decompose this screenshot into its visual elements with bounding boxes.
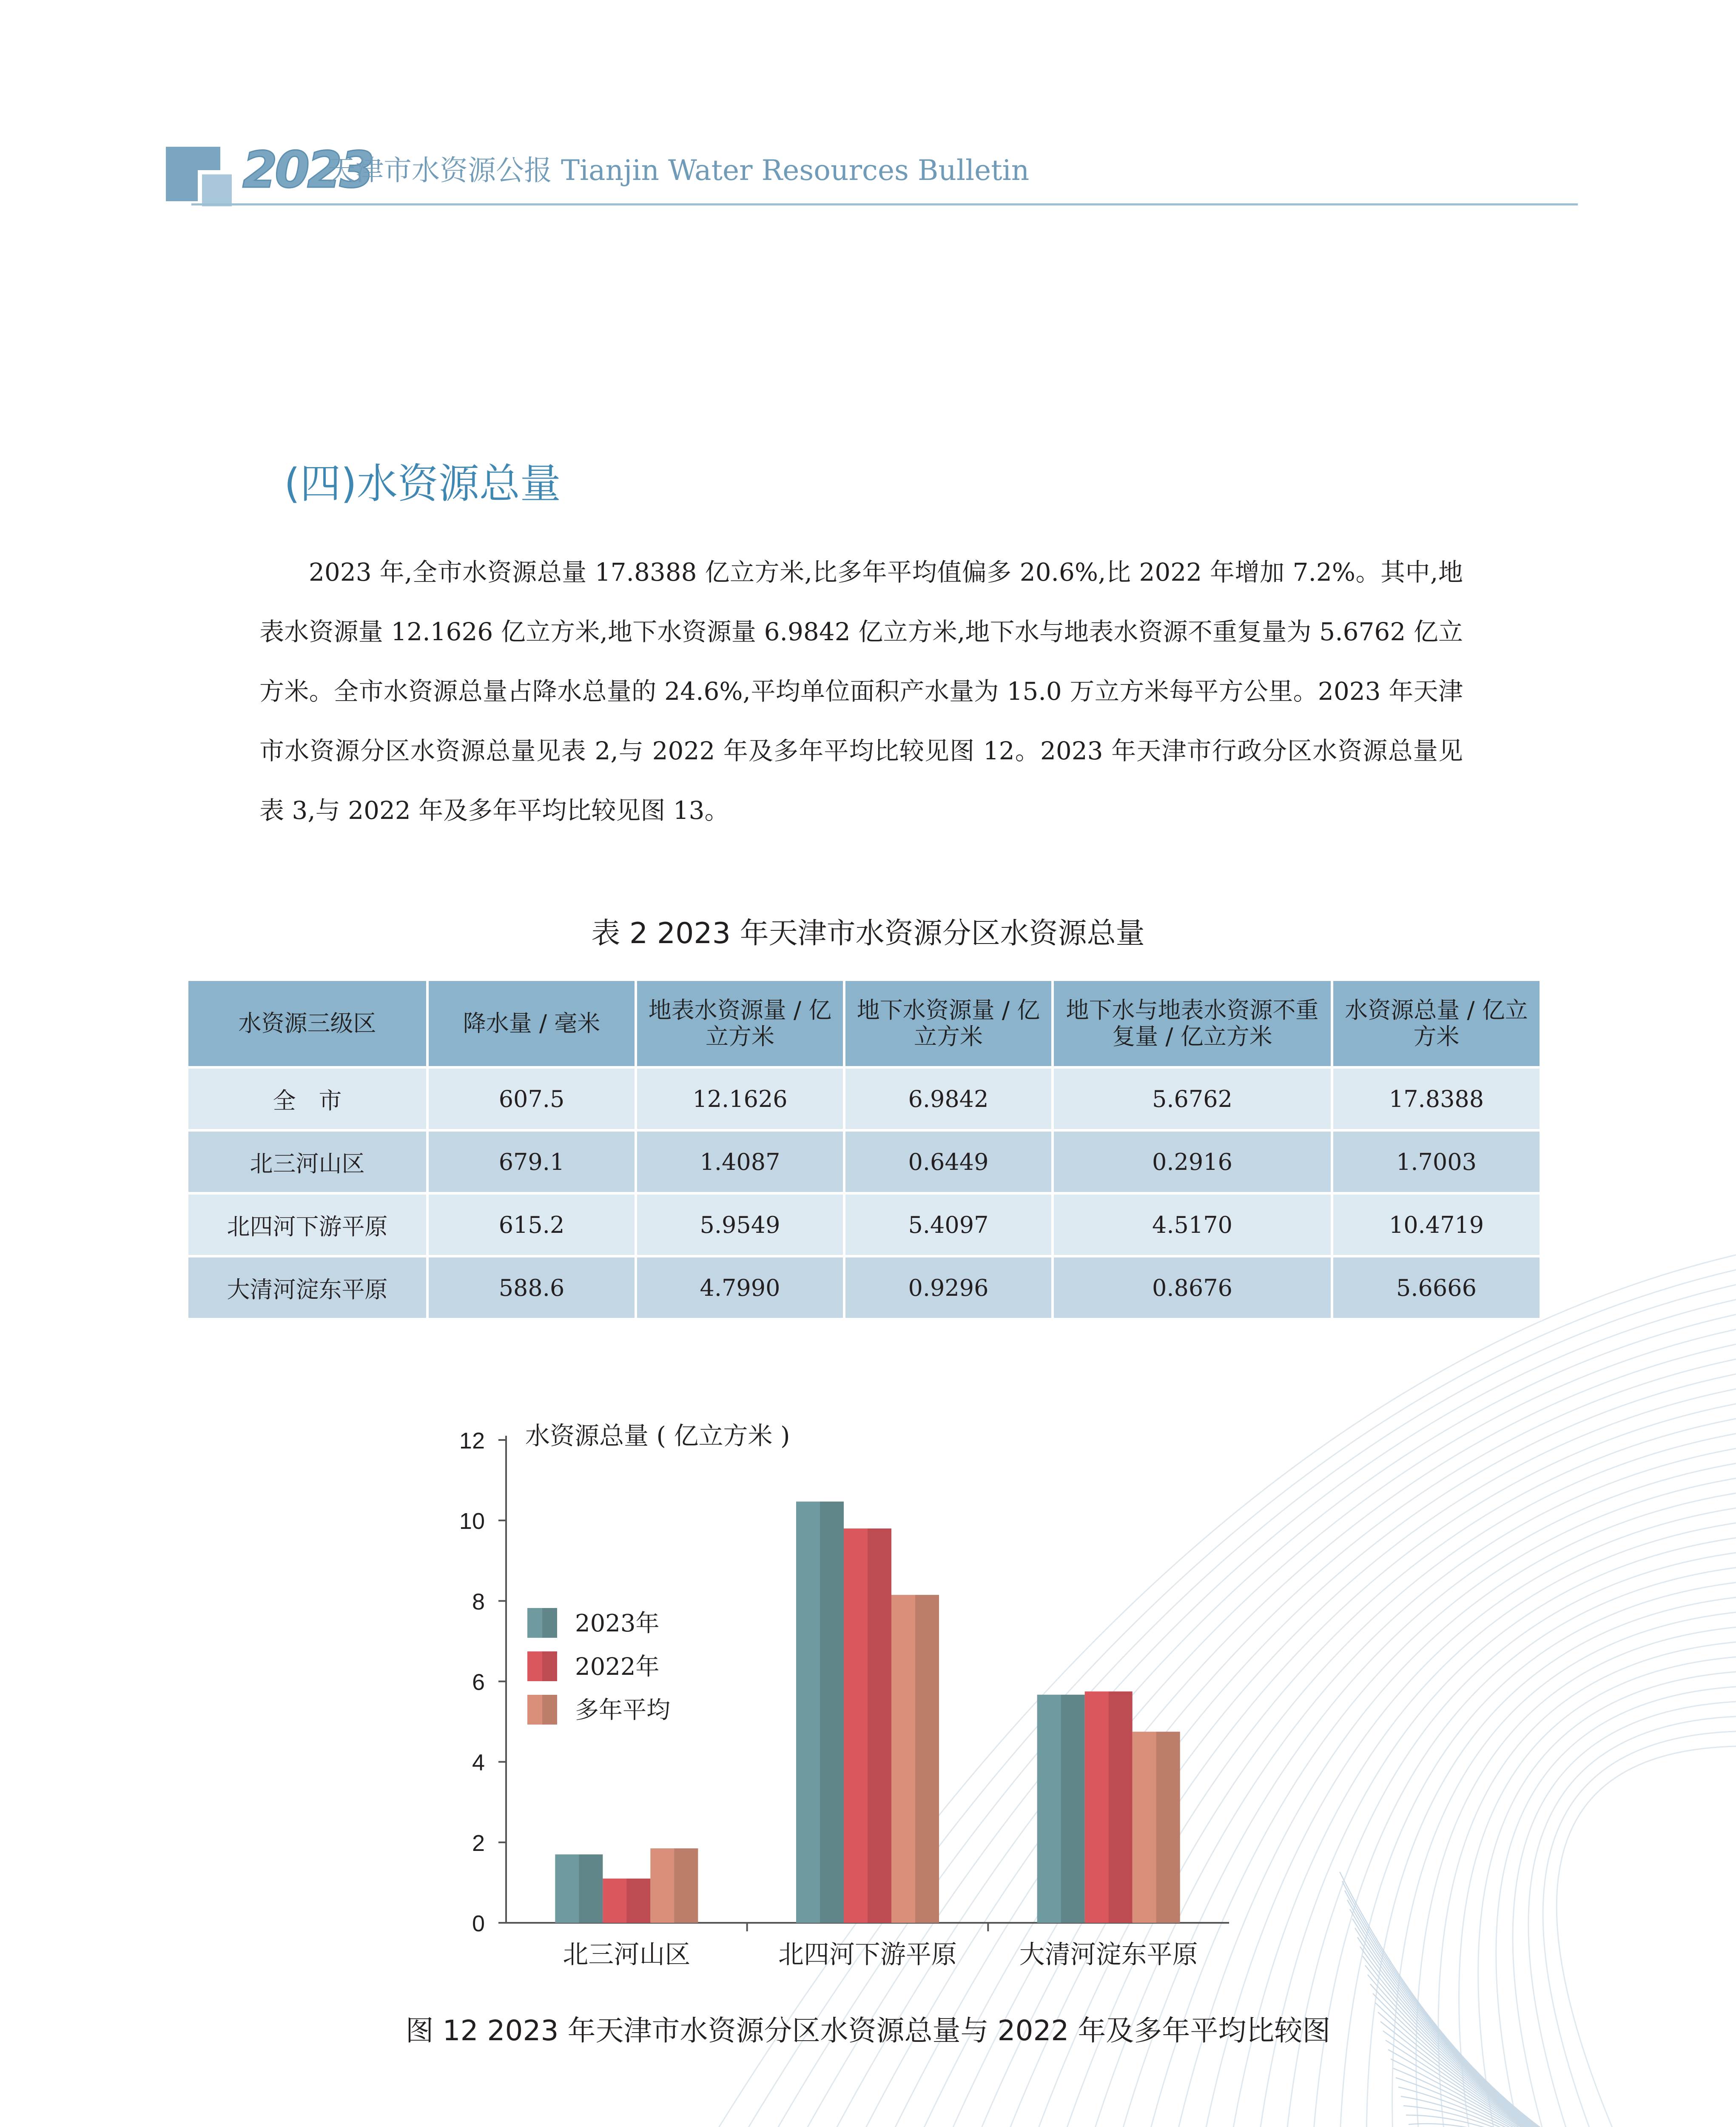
table-cell: 588.6	[427, 1256, 636, 1319]
x-tick-label: 北四河下游平原	[778, 1940, 957, 1970]
y-tick-label: 2	[472, 1830, 485, 1856]
table-cell: 17.8388	[1332, 1067, 1541, 1130]
legend-swatch-shade	[542, 1651, 557, 1681]
table-cell: 615.2	[427, 1193, 636, 1256]
table-cell: 全 市	[187, 1067, 427, 1130]
x-tick-label: 大清河淀东平原	[1019, 1940, 1198, 1970]
bar-shade	[868, 1528, 891, 1923]
table-cell: 0.8676	[1053, 1256, 1332, 1319]
table-cell: 大清河淀东平原	[187, 1256, 427, 1319]
table-header-cell: 地下水与地表水资源不重复量 / 亿立方米	[1053, 980, 1332, 1067]
table-caption: 表 2 2023 年天津市水资源分区水资源总量	[591, 917, 1145, 950]
table-cell: 12.1626	[636, 1067, 844, 1130]
header-year: 2023	[242, 140, 372, 199]
table-cell: 5.6762	[1053, 1067, 1332, 1130]
table-header-cell: 降水量 / 毫米	[427, 980, 636, 1067]
table-cell: 6.9842	[844, 1067, 1053, 1130]
bar-shade	[579, 1854, 603, 1923]
y-tick-label: 10	[459, 1508, 485, 1534]
table-cell: 0.6449	[844, 1130, 1053, 1193]
table-cell: 5.9549	[636, 1193, 844, 1256]
table-cell: 1.4087	[636, 1130, 844, 1193]
bar-shade	[915, 1595, 939, 1923]
x-tick-label: 北三河山区	[563, 1940, 691, 1970]
section-title: (四)水资源总量	[284, 460, 561, 508]
legend-label: 2022年	[575, 1653, 660, 1681]
figure-caption: 图 12 2023 年天津市水资源分区水资源总量与 2022 年及多年平均比较图	[405, 2014, 1331, 2047]
table-header-cell: 水资源三级区	[187, 980, 427, 1067]
bar-shade	[674, 1848, 698, 1923]
table-cell: 北四河下游平原	[187, 1193, 427, 1256]
bar-shade	[1061, 1695, 1085, 1923]
legend-label: 多年平均	[575, 1696, 670, 1724]
legend-label: 2023年	[575, 1610, 660, 1637]
y-tick-label: 8	[472, 1589, 485, 1615]
table-cell: 10.4719	[1332, 1193, 1541, 1256]
y-axis-label: 水资源总量 ( 亿立方米 )	[525, 1421, 790, 1450]
header-title: 天津市水资源公报 Tianjin Water Resources Bulletin	[327, 154, 1030, 187]
table-cell: 607.5	[427, 1067, 636, 1130]
table-header-cell: 地下水资源量 / 亿立方米	[844, 980, 1053, 1067]
table-cell: 679.1	[427, 1130, 636, 1193]
table-cell: 5.4097	[844, 1193, 1053, 1256]
table-header-cell: 地表水资源量 / 亿立方米	[636, 980, 844, 1067]
table-cell: 北三河山区	[187, 1130, 427, 1193]
table-cell: 4.7990	[636, 1256, 844, 1319]
y-tick-label: 6	[472, 1669, 485, 1695]
table-cell: 0.2916	[1053, 1130, 1332, 1193]
bar-shade	[820, 1502, 844, 1923]
y-tick-label: 12	[459, 1428, 485, 1454]
paragraph-text: 2023 年,全市水资源总量 17.8388 亿立方米,比多年平均值偏多 20.6%,比 2022 年增加 7.2%。其中,地表水资源量 12.1626 亿立方米,地下水资源量 6.9842 亿立方米,地下水与地表水资源不重复量为 5.6762 亿立方米。全市水资源总量占降水总量的 24.6%,平均单位面积产水量为 15.0 万立方米每平方公里。2023 年天津市水资源分区水资源总量见表 2,与 2022 年及多年平均比较见图 12。2023 年天津市行政分区水资源总量见表 3,与 2022 年及多年平均比较见图 13。	[259, 558, 1463, 825]
table-cell: 4.5170	[1053, 1193, 1332, 1256]
table-cell: 1.7003	[1332, 1130, 1541, 1193]
table-cell: 0.9296	[844, 1256, 1053, 1319]
legend-swatch-shade	[542, 1608, 557, 1638]
legend-swatch-shade	[542, 1695, 557, 1725]
table-cell: 5.6666	[1332, 1256, 1541, 1319]
y-tick-label: 0	[472, 1911, 485, 1936]
table-header-cell: 水资源总量 / 亿立方米	[1332, 980, 1541, 1067]
bar-shade	[626, 1879, 650, 1923]
bar-shade	[1109, 1691, 1133, 1923]
bar-shade	[1156, 1732, 1180, 1923]
y-tick-label: 4	[472, 1750, 485, 1776]
